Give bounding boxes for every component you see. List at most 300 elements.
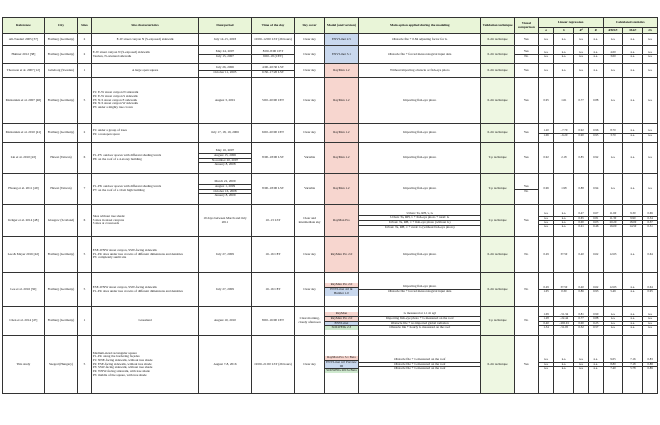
cell-stat [538,124,554,143]
cell-sky: Clear sky [295,34,324,46]
cell-main-option [359,336,481,394]
site-line: P1–P4: sites under tree crowns of different dimensions and densities [92,288,183,293]
table-row [3,46,658,64]
site-line: ESE-WNW street canyon, SSW-facing sidewalk [92,247,157,252]
cell-validation: 6-dir technique [481,124,514,143]
stat-line: 0.92 [578,128,584,133]
cell-validation: T-p technique [481,307,514,336]
stat-line: 16.00 [604,224,623,228]
stat-line: 5.49 [604,289,623,293]
time-line: 8:00–8:00 CET [262,49,284,54]
stat-line: n.a. [643,321,657,325]
option-line: Urban: Ta, RH, v + fish-eye photo (without G) [359,220,480,225]
stat-line: 0.51 [643,224,657,228]
cell-stat [643,273,658,307]
stat-line: −7.70 [560,128,568,133]
cell-stat [643,307,658,336]
cell-reference: Lin et al. 2010 [22] [3,143,45,174]
header-mae: MAE [623,28,643,34]
stat-line: n.a. [554,366,573,370]
date-line: August 1, 2009 [199,184,250,189]
cell-time [251,46,295,64]
stat-line: 0.69 [647,211,653,216]
header-date: Date/period [199,18,251,34]
cell-visual [514,46,538,64]
stat-line: 0.29 [543,284,549,289]
cell-stat [588,205,603,237]
option-line: Obstacle file + G measured on the roof [394,356,446,361]
site-line: P4: WNW-facing sidewalk, with tree shade [92,369,150,374]
cell-time: 10:00–12:00 LST (26 hours) [251,34,295,46]
cell-reference: Lee & Mayer 2016 [42] [3,237,45,273]
cell-validation: 6-dir technique [481,237,514,273]
cell-city: Freiburg (Germany) [44,237,77,273]
cell-visual: Yes [514,78,538,124]
header-time: Time of the day [251,18,295,34]
stat-line: −51.34 [559,311,569,316]
stat-line: 7.18 [623,362,642,366]
table-row [3,124,658,143]
date-line: July 15, 2007 [199,54,250,59]
model-comparison-table [2,17,658,394]
cell-validation: 6-dir technique [481,46,514,64]
date-line: July 26, 2006 [216,65,234,70]
stat-line: 12.63 [609,284,617,289]
cell-stat: n.a. [603,78,623,124]
cell-stat [603,307,623,336]
cell-stat: n.a. [643,174,658,205]
date-line: August 15, 2006 [199,153,250,158]
cell-city: Göteborg (Sweden) [44,64,77,78]
stat-line: 0.40 [578,284,584,289]
cell-stat: n.a. [643,34,658,46]
model-line: RayMan [325,312,358,316]
cell-validation: T-p technique [481,143,514,174]
cell-time: 8:00–18:00 LST [251,143,295,174]
cell-stat [588,124,603,143]
cell-stat: 0.96 [538,174,554,205]
table-row [3,336,658,394]
cell-site-characteristics [91,143,199,174]
cell-sites: 1 [78,64,92,78]
stat-line: n.a. [539,362,554,366]
cell-site-characteristics [91,336,199,394]
stat-line: 0.40 [539,321,554,325]
stat-line: n.a. [604,325,623,329]
cell-stat: 12.63 [603,237,623,273]
site-line: A large open square [131,67,159,72]
model-line: RayMan Pro 2.0 [325,283,358,287]
cell-stat [554,336,574,394]
site-line: P5: completely sunlit site [92,255,127,260]
stat-line: 3.00 [604,54,623,58]
cell-main-option: Without importing obstacle or fish-eye photo [359,64,481,78]
stat-line: n.a. [643,54,657,58]
cell-time: 10–13 LST [251,205,295,237]
cell-time: 5:00–20:00 CET [251,78,295,124]
stat-line: n.a. [623,133,642,137]
cell-stat: 37.50 [554,237,574,273]
stat-line: 7.40 [604,366,623,370]
cell-reference: Thorsson et al. 2007 [12] [3,64,45,78]
header-main-option: Main option applied during the modeling [359,18,481,34]
header-b: b [554,28,574,34]
cell-city: Glasgow (Scotland) [44,205,77,237]
date-line: November 20, 2007 [199,158,250,163]
cell-sites: 6 [78,205,92,237]
site-line: P3: SSW-facing sidewalk, without tree shade [92,365,153,370]
cell-time: 10–16 CET [251,273,295,307]
cell-date: July 17, 18, 19, 2006 [199,124,251,143]
cell-sites: 7 [78,174,92,205]
cell-stat: n.a. [643,78,658,124]
cell-city: Freiburg (Germany) [44,78,77,124]
model-line: RayMan Pro 3.1 Beta [325,356,358,360]
date-line: October 11, 2005 [199,70,250,75]
cell-stat [588,307,603,336]
stat-line: n.a. [630,284,636,289]
stat-line: 11.30 [604,216,623,220]
cell-validation: 6-dir technique [481,336,514,394]
model-line: SOLWEIG 2015a Beta [326,368,357,373]
stat-line: n.a. [574,366,588,370]
header-row [3,18,658,28]
cell-stat [623,273,643,307]
stat-line: n.a. [604,316,623,320]
cell-stat: n.a. [623,64,643,78]
cell-sky: Variable [295,143,324,174]
stat-line: n.a. [554,224,573,228]
cell-sites: 1 [78,307,92,336]
cell-stat [554,273,574,307]
cell-stat: 2.18 [554,143,574,174]
cell-city: Freiburg (Germany) [44,273,77,307]
cell-stat: n.a. [623,237,643,273]
stat-line: n.a. [574,54,588,58]
stat-line: n.a. [630,311,636,316]
stat-line: 0.90 [574,133,588,137]
header-validation: Validation technique [481,18,514,34]
cell-stat [574,273,589,307]
cell-validation: 6-dir technique [481,64,514,78]
stat-line: 20.20 [604,220,623,224]
cell-reference: This study [3,336,45,394]
site-line: E-W street canyon N (S-exposed) sidewalk [92,49,150,54]
cell-city: Hawei (Taiwan) [44,143,77,174]
stat-line: n.a. [623,316,642,320]
cell-site-characteristics [91,307,199,336]
stat-line: 0.88 [643,362,657,366]
cell-main-option: Importing fish-eye photo [359,143,481,174]
option-line: Obstacle file + hourly G measured on the roof [359,325,480,330]
cell-time: 19:00–21:00 LST (26 hours) [251,336,295,394]
stat-line: −51.05 [554,325,573,329]
cell-stat: n.a. [554,64,574,78]
cell-sites: 2 [78,46,92,64]
stat-line: n.a. [604,321,623,325]
table-row [3,34,658,46]
cell-validation: T-p technique [481,205,514,237]
cell-model: RayMan Pro 2.0 [324,237,358,273]
cell-visual: Yes [514,336,538,394]
stat-line: 0.86 [574,289,588,293]
header-rmse: RMSE [603,28,623,34]
stat-line: n.a. [623,289,642,293]
stat-line: 0.03 [589,220,603,224]
cell-sites: 5 [78,336,92,394]
stat-line: n.a. [593,49,598,54]
cell-stat [574,307,589,336]
header-reference: Reference [3,18,45,34]
cell-stat [538,307,554,336]
cell-site-characteristics [91,174,199,205]
stat-line: 0.62 [593,284,599,289]
cell-city: Hawei (Taiwan) [44,174,77,205]
cell-site-characteristics [91,273,199,307]
stat-line: n.a. [589,362,603,366]
stat-line: 0.00 [574,321,588,325]
cell-stat: n.a. [603,143,623,174]
site-line: P1: NNE-facing sidewalk, without tree shade [92,357,153,362]
cell-stat [623,46,643,64]
time-line: 4:00–20:30 LST [262,65,284,70]
cell-reference: Ali-Toudert 2005 [37] [3,34,45,46]
cell-sites: 2 [78,124,92,143]
cell-stat [643,205,658,237]
stat-line: 1.09 [543,311,549,316]
stat-line: 0.96 [593,128,599,133]
cell-visual: No [514,273,538,307]
model-line: ENVI-met 4.0 Preview III [326,359,357,368]
cell-stat [538,273,554,307]
site-line: P1: under a group of trees [92,128,127,133]
cell-date: July 14-15, 2003 [199,34,251,46]
cell-sky: Clear sky [295,46,324,64]
stat-line: n.a. [630,128,636,133]
stat-line: n.a. [643,325,657,329]
cell-sky: Clear and intermediate sky [295,205,324,237]
cell-stat: n.a. [623,78,643,124]
option-line: G measured at 1.1 m agl [403,311,436,316]
site-line: ESE-WNW street canyon, SSW-facing sidewalk [92,284,157,289]
cell-sky: Clear sky [295,273,324,307]
stat-line: n.a. [647,128,653,133]
cell-stat: 0.88 [574,174,589,205]
visual-line: No [515,54,538,59]
stat-line: n.a. [543,211,549,216]
date-line: May 16, 2007 [215,148,235,153]
date-line: May 24, 2007 [215,49,235,54]
cell-model: RayMan 1.2 [324,64,358,78]
cell-date: July 27, 2009 [199,273,251,307]
option-line: Urban: Ta, RH, v, G [406,210,434,215]
cell-date: August 7-8, 2016 [199,336,251,394]
table-row [3,237,658,273]
cell-main-option [359,307,481,336]
site-line: P5: middle of the square, with tree shade [92,372,147,377]
cell-validation: 6-dir technique [481,273,514,307]
stat-line: n.a. [589,366,603,370]
site-line: P2: ESE-facing sidewalk, without tree shade [92,361,152,366]
cell-stat [643,124,658,143]
cell-sites: 5 [78,273,92,307]
site-line: P1–P6: outdoor spaces with different shading levels [92,184,162,189]
stat-line: 8.80 [604,362,623,366]
cell-stat: n.a. [623,34,643,46]
stat-line: n.a. [647,49,653,54]
stat-line: 0.95 [643,289,657,293]
cell-stat [603,205,623,237]
table-row [3,174,658,205]
cell-time: 8:00–16:00 CET [251,307,295,336]
cell-stat [574,336,589,394]
stat-line: n.a. [578,49,584,54]
cell-stat: n.a. [603,64,623,78]
stat-line: 0.77 [574,316,588,320]
cell-stat [538,205,554,237]
stat-line: n.a. [623,54,642,58]
cell-main-option: Importing fish-eye photo [359,174,481,205]
cell-main-option: Importing fish-eye photo [359,237,481,273]
stat-line: 0.64 [647,284,653,289]
cell-model: RayMan Pro [324,205,358,237]
cell-sky: Clear sky [295,336,324,394]
cell-site-characteristics [91,34,199,46]
site-line: 3 sites at crossroads [92,221,120,226]
cell-stat: n.a. [643,64,658,78]
cell-stat: 0.64 [643,237,658,273]
stat-line: n.a. [578,357,584,362]
stat-line: n.a. [623,325,642,329]
cell-model: ENVI-met 2.5 [324,34,358,46]
time-line: 6:30–17:20 LST [252,70,295,75]
visual-line: Yes [523,49,529,54]
cell-stat [574,124,589,143]
stat-line: 0.57 [589,325,603,329]
cell-date: July 27, 2009 [199,237,251,273]
cell-stat: 0.40 [574,237,589,273]
cell-time [251,64,295,78]
header-site-characteristics: Site characteristics [91,18,199,34]
cell-stat [574,46,589,64]
cell-stat: 1.98 [554,174,574,205]
stat-line: n.a. [539,216,554,220]
stat-line: 0.83 [647,357,653,362]
stat-line: 9.30 [630,211,636,216]
cell-model [324,273,358,307]
cell-sky: Clear sky [295,237,324,273]
cell-stat [554,307,574,336]
cell-stat [623,307,643,336]
date-line: March 22, 2009 [214,179,236,184]
cell-stat: n.a. [603,34,623,46]
site-line: Medium-sized rectangular square [92,350,137,355]
cell-stat: n.a. [588,34,603,46]
header-city: City [44,18,77,34]
cell-stat: 1.61 [554,78,574,124]
stat-line: n.a. [539,224,554,228]
stat-line: n.a. [589,54,603,58]
site-line: P1–P5: outdoor spaces with different shading levels [92,153,162,158]
comparison-table-container [2,17,658,394]
stat-line: n.a. [539,366,554,370]
stat-line: n.a. [554,362,573,366]
cell-stat [603,124,623,143]
cell-time: 10–16 CET [251,237,295,273]
cell-stat: 0.92 [588,143,603,174]
site-line: P1: E-W street canyon N sidewalk [92,90,139,95]
header-r2: R² [574,28,589,34]
cell-stat [623,124,643,143]
stat-line: 0.65 [574,216,588,220]
table-row [3,64,658,78]
site-line: P1–P4: sites under tree crowns of different dimensions and densities [92,251,183,256]
cell-stat: n.a. [588,64,603,78]
stat-line: 1.06 [539,133,554,137]
site-line: P2: a nonopen space [92,132,120,136]
stat-line: 0.47 [578,211,584,216]
stat-line: 0.81 [589,216,603,220]
cell-stat: n.a. [554,34,574,46]
stat-line: 8.70 [610,128,616,133]
cell-model: ENVI-met 3.1 [324,46,358,64]
header-ia: IA [643,28,658,34]
stat-line: 5.78 [623,366,642,370]
time-line: 9:00–18 (CET) [252,54,295,59]
site-line: P1–P4: along the bordering façades [92,354,140,359]
date-line: January 8, 2009 [199,193,250,198]
cell-main-option: Importing fish-eye photo [359,124,481,143]
cell-stat: n.a. [538,64,554,78]
cell-stat: n.a. [623,174,643,205]
cell-stat: 0.95 [538,78,554,124]
cell-reference: Lee et al. 2016 [30] [3,273,45,307]
stat-line: n.a. [543,49,549,54]
stat-line: n.a. [543,357,549,362]
stat-line: n.a. [643,133,657,137]
stat-line: −265.91 [554,321,573,325]
cell-stat: 0.77 [574,78,589,124]
cell-date: August 10, 2010 [199,307,251,336]
cell-stat: 0.92 [538,143,554,174]
cell-model: RayMan 1.2 [324,78,358,124]
stat-line: n.a. [574,362,588,366]
stat-line: −22.44 [554,316,573,320]
cell-stat [643,46,658,64]
cell-stat [603,273,623,307]
stat-line: 1.20 [543,128,549,133]
stat-line: 0.89 [643,366,657,370]
cell-reference: Huttner 2012 [38] [3,46,45,64]
cell-sky: Clear morning, cloudy afternoon [295,307,324,336]
header-model: Model (and version) [324,18,358,34]
cell-stat: n.a. [574,34,589,46]
stat-line: n.a. [623,321,642,325]
option-line: Obstacle file + forced meteorological input data [359,289,480,294]
site-line: Grassland [138,318,152,323]
stat-line: 3.70 [604,133,623,137]
site-line: P6: on the roof of a 4-storey building [92,157,142,161]
cell-main-option: Importing fish-eye photo [359,78,481,124]
stat-line: 0.90 [593,311,599,316]
header-sites: Sites [78,18,92,34]
stat-line: 0.00 [574,220,588,224]
stat-line: −6.20 [554,133,573,137]
cell-date [199,143,251,174]
stat-line: 0.93 [589,289,603,293]
cell-stat: 0.88 [588,78,603,124]
stat-line: n.a. [610,311,616,316]
